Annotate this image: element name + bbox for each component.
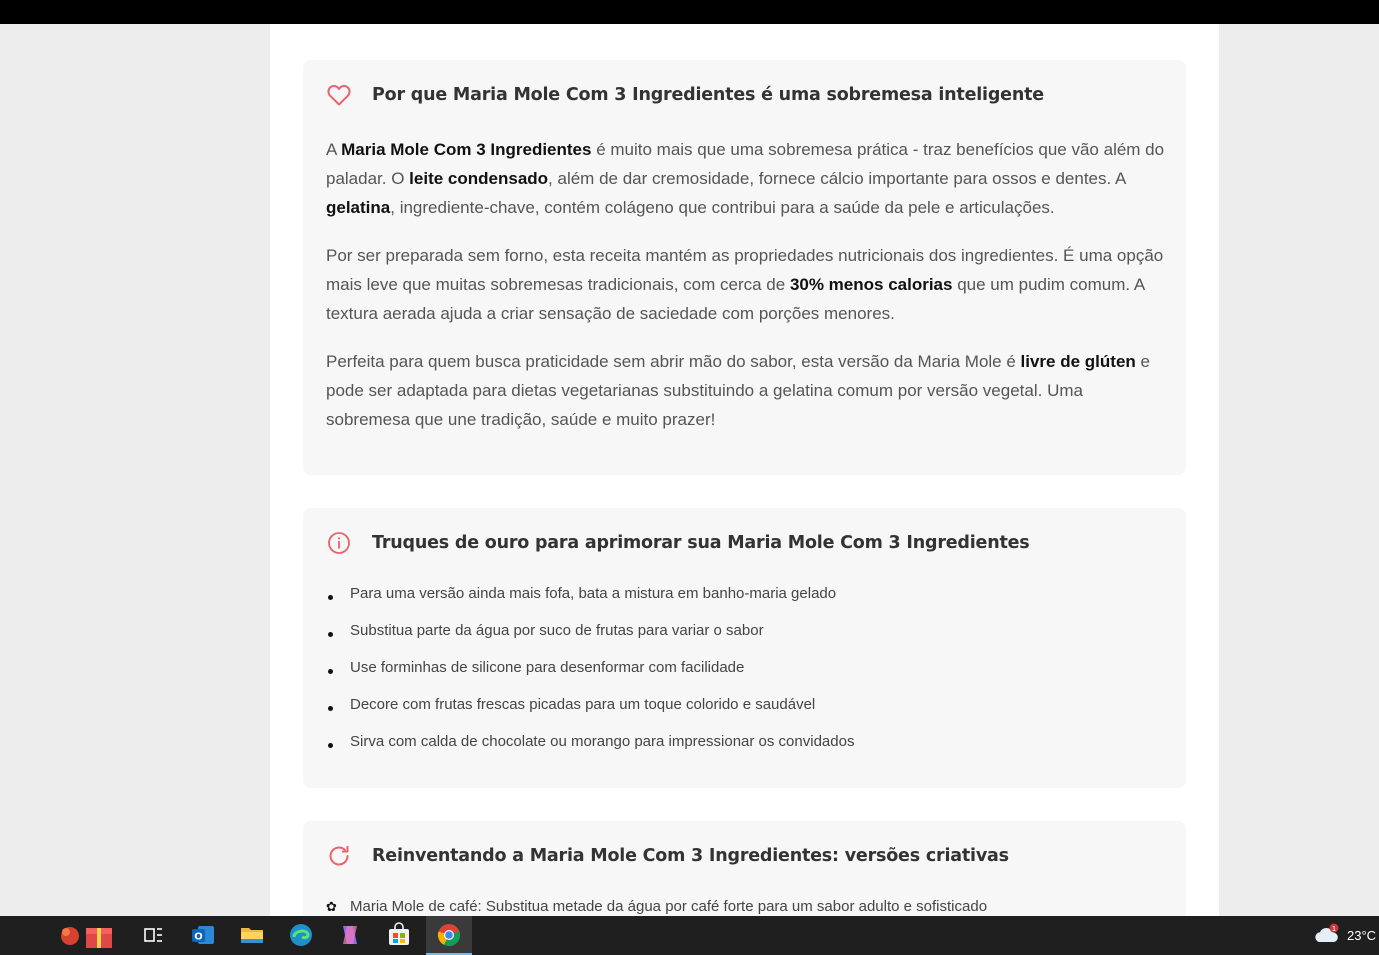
variations-card-title: Reinventando a Maria Mole Com 3 Ingredientes: versões criativas: [372, 846, 1009, 866]
paragraph-text: , ingrediente-chave, contém colágeno que contribui para a saúde da pele e articulações.: [390, 198, 1055, 217]
variations-card-header: [326, 843, 1009, 869]
temperature-label: 23°C: [1347, 928, 1377, 943]
paragraph-text: é muito mais que uma sobremesa prática - traz benefícios que vão além do paladar. O: [326, 140, 1165, 188]
svg-text:O: O: [194, 931, 203, 943]
bold-text: leite condensado: [409, 169, 549, 188]
tips-card-title: Truques de ouro para aprimorar sua Maria Mole Com 3 Ingredientes: [372, 533, 1030, 553]
tips-card-header: [326, 530, 1030, 556]
list-item: Use forminhas de silicone para desenformar com facilidade: [326, 656, 1166, 693]
list-item: Decore com frutas frescas picadas para um toque colorido e saudável: [326, 693, 1166, 730]
store-icon[interactable]: [386, 922, 412, 948]
bold-text: livre de glúten: [1020, 352, 1136, 371]
list-item-text: Maria Mole de café: Substitua metade da água por café forte para um sabor adulto e sofisticado: [350, 898, 988, 915]
variations-card: [303, 821, 1186, 916]
info-icon: [326, 530, 352, 556]
refresh-icon: [326, 843, 352, 869]
list-item: Sirva com calda de chocolate ou morango para impressionar os convidados: [326, 730, 1166, 767]
paragraph-text: Perfeita para quem busca praticidade sem abrir mão do sabor, esta versão da Maria Mole é: [326, 352, 1021, 371]
taskbar: [0, 916, 1379, 955]
bold-text: 30% menos calorias: [789, 275, 953, 294]
paragraph-text: Por ser preparada sem forno, esta receita mantém as propriedades nutricionais dos ingredientes. É uma opção mais leve que muitas sobremesas tradicionais, com cerca de: [326, 246, 1164, 294]
list-item: Substitua parte da água por suco de frutas para variar o sabor: [326, 619, 1166, 656]
task-view-icon[interactable]: [140, 922, 166, 948]
flower-bullet-icon: ✿: [326, 899, 337, 914]
browser-top-bar: [0, 0, 1379, 24]
bold-text: gelatina: [326, 198, 391, 217]
benefits-card: [303, 60, 1186, 475]
weather-badge: 1: [1331, 925, 1337, 933]
benefits-paragraph: [326, 241, 1166, 328]
paragraph-text: que um pudim comum. A textura aerada ajuda a criar sensação de saciedade com porções menores.: [326, 275, 1145, 323]
outlook-icon[interactable]: [190, 922, 216, 948]
benefits-card-title: Por que Maria Mole Com 3 Ingredientes é uma sobremesa inteligente: [372, 85, 1044, 105]
benefits-paragraph: [326, 347, 1166, 434]
cloud-icon[interactable]: [1313, 923, 1339, 949]
heart-icon: [326, 82, 352, 108]
benefits-card-header: [326, 82, 1044, 108]
article-page: [270, 24, 1219, 916]
file-explorer-icon[interactable]: [239, 922, 265, 948]
gift-icon[interactable]: [56, 922, 116, 948]
paragraph-text: e pode ser adaptada para dietas vegetarianas substituindo a gelatina comum por versão vegetal. Uma sobremesa que une tradição, saúde e muito prazer!: [326, 352, 1150, 429]
list-item: [326, 895, 1166, 916]
bold-text: Maria Mole Com 3 Ingredientes: [341, 140, 592, 159]
benefits-card-body: [326, 135, 1166, 453]
tips-list: [326, 582, 1166, 767]
copilot-icon[interactable]: [337, 922, 363, 948]
variations-list: [326, 895, 1166, 916]
tips-card: [303, 508, 1186, 788]
benefits-paragraph: [326, 135, 1166, 222]
edge-icon[interactable]: [288, 922, 314, 948]
paragraph-text: A: [326, 140, 342, 159]
list-item: Para uma versão ainda mais fofa, bata a mistura em banho-maria gelado: [326, 582, 1166, 619]
chrome-icon[interactable]: [436, 922, 462, 948]
paragraph-text: , além de dar cremosidade, fornece cálcio importante para ossos e dentes. A: [548, 169, 1126, 188]
